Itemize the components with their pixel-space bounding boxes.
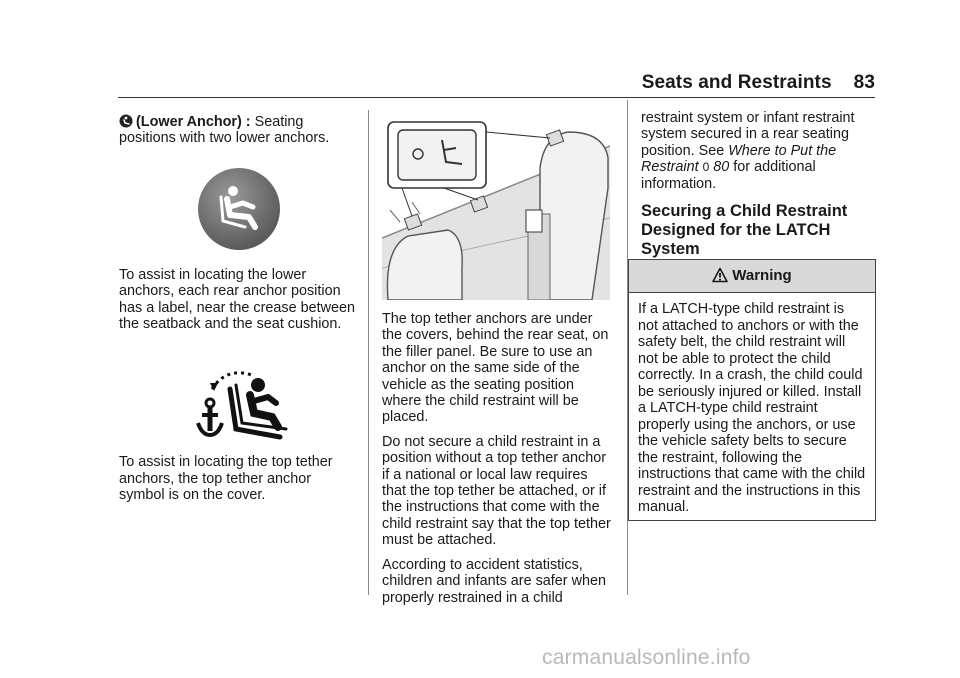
para-restraint-end: for additional information. (641, 159, 816, 192)
page-ref-number[interactable]: 80 (713, 159, 730, 176)
warning-header (629, 260, 875, 293)
column-right (641, 110, 876, 259)
lower-anchor-symbol-icon (119, 114, 133, 128)
cross-reference-link[interactable]: Where to Put the Restraint (641, 142, 837, 176)
lower-anchor-label: (Lower Anchor) : (136, 114, 251, 130)
warning-text: If a LATCH-type child restraint is not attached to anchors or with the safety belt, the child restraint will not be able to protect the child correctly. In a crash, the child could be seriously injured or killed. Install a LATCH-type child restraint properly using the anchors, or use the vehicle safety belts to secure the restraint, following the instructions that came with the child restraint and the instructions in this manual. (638, 301, 866, 515)
para-tether-location: The top tether anchors are under the covers, behind the rear seat, on the filler panel. Be sure to use an anchor on the same side of the vehicle as the seating position where the child restraint will be placed. (382, 311, 609, 426)
para-lower-anchors: To assist in locating the lower anchors, each rear anchor position has a label, near the crease between the seatback and the seat cushion. (119, 266, 356, 333)
column-divider (368, 110, 369, 595)
warning-triangle-icon (712, 267, 728, 283)
para-tether-law: Do not secure a child restraint in a position without a top tether anchor if a national or local law requires that the top tether be attached, or if the instructions that come with the child restraint say that the top tether must be attached. (382, 433, 611, 549)
lower-anchor-seat-icon (197, 167, 281, 251)
page-ref-symbol: 0 (702, 160, 710, 175)
warning-title: Warning (732, 267, 792, 284)
page-number: 83 (853, 72, 875, 93)
para-restraint-start: restraint system or infant restraint system secured in a rear seating position. See (641, 110, 855, 159)
warning-box (628, 259, 876, 521)
column-middle (382, 311, 614, 614)
rear-seat-tether-illustration (382, 118, 610, 300)
page-header (118, 72, 875, 94)
para-statistics: According to accident statistics, children and infants are safer when properly restrained in a child (382, 556, 606, 606)
section-heading: Securing a Child Restraint Designed for the LATCH System (641, 202, 848, 259)
section-title: Seats and Restraints (641, 72, 832, 93)
lower-anchor-desc: Seating positions with two lower anchors. (119, 114, 330, 147)
para-top-tether: To assist in locating the top tether anchors, the top tether anchor symbol is on the cover. (119, 454, 333, 504)
top-tether-anchor-icon (196, 367, 292, 443)
watermark: carmanualsonline.info (542, 646, 751, 669)
header-rule (118, 97, 875, 98)
